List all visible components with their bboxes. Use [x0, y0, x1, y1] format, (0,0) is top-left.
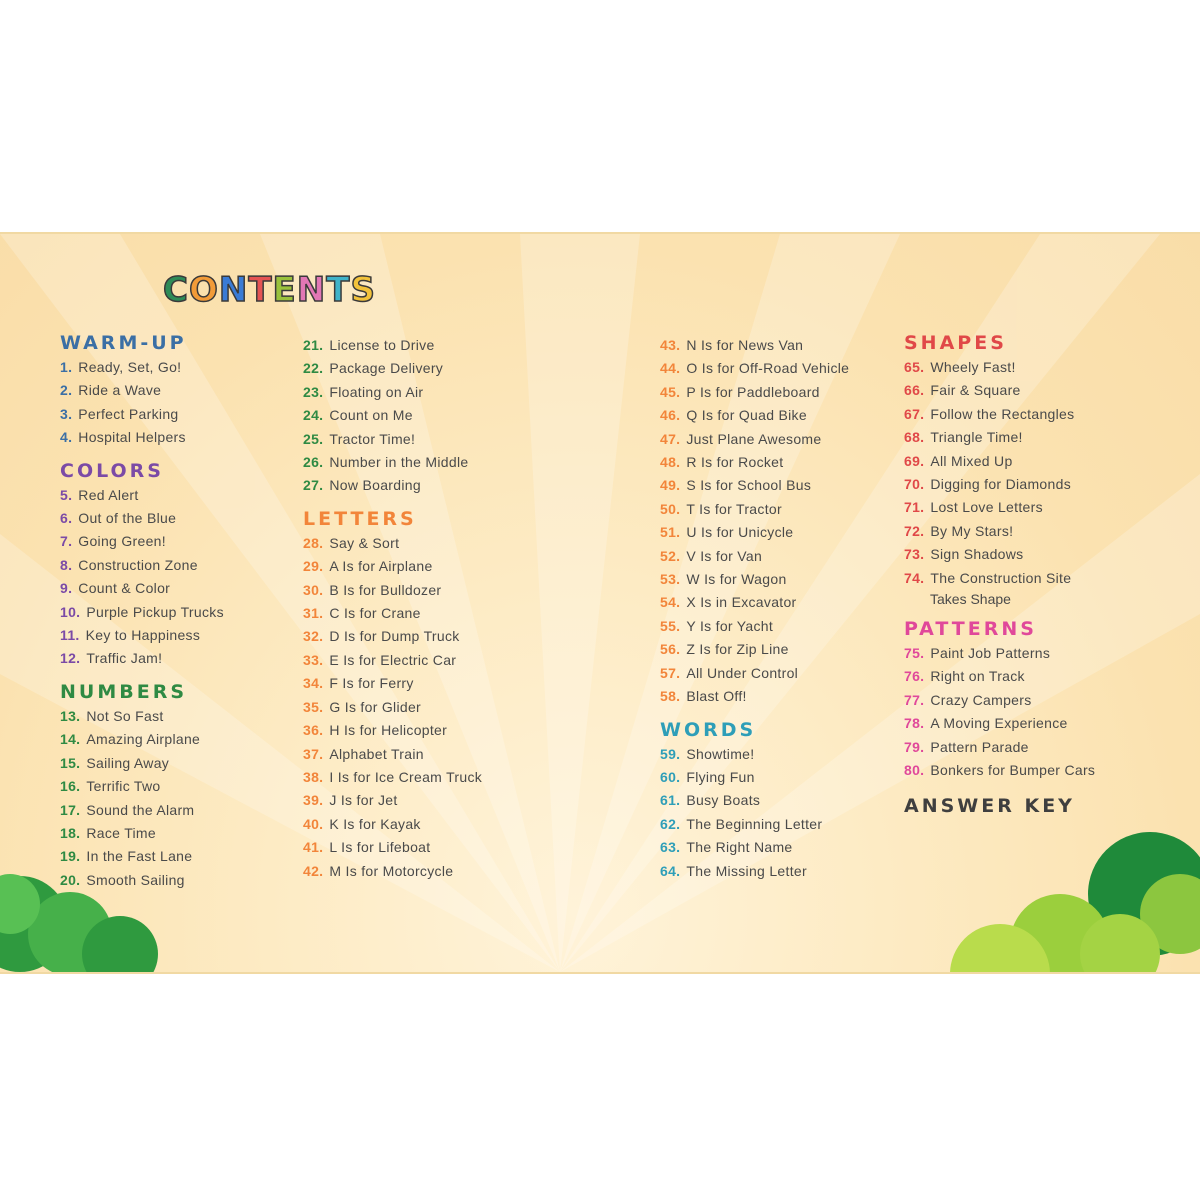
- toc-entry[interactable]: [904, 450, 1095, 473]
- entry-number: 5.: [60, 486, 73, 503]
- entry-title: Hospital Helpers: [78, 429, 186, 446]
- entry-number: 79.: [904, 738, 925, 755]
- toc-entry[interactable]: [660, 545, 849, 568]
- toc-entry[interactable]: [904, 665, 1095, 688]
- toc-entry[interactable]: [303, 696, 482, 719]
- entry-title: All Mixed Up: [930, 452, 1013, 469]
- entry-title: V Is for Van: [686, 547, 763, 564]
- toc-entry[interactable]: [303, 719, 482, 742]
- toc-entry[interactable]: [60, 728, 224, 751]
- section-letters: [303, 506, 482, 883]
- entry-title: Lost Love Letters: [930, 499, 1043, 516]
- toc-entry[interactable]: [303, 649, 482, 672]
- entry-title: In the Fast Lane: [86, 848, 193, 865]
- toc-entry[interactable]: [660, 789, 849, 812]
- entry-title: X Is in Excavator: [686, 594, 797, 611]
- entry-number: 69.: [904, 452, 925, 469]
- entry-title: Floating on Air: [329, 383, 424, 400]
- toc-entry[interactable]: [60, 426, 224, 449]
- toc-entry[interactable]: [660, 521, 849, 544]
- entry-number: 25.: [303, 430, 324, 447]
- toc-entry[interactable]: [660, 685, 849, 708]
- toc-entry[interactable]: [904, 426, 1095, 449]
- toc-entry[interactable]: [303, 334, 482, 357]
- entry-title: Bonkers for Bumper Cars: [930, 762, 1096, 779]
- entry-number: 63.: [660, 839, 681, 856]
- entry-number: 23.: [303, 383, 324, 400]
- entry-title: Busy Boats: [686, 792, 761, 809]
- entry-number: 30.: [303, 581, 324, 598]
- entry-number: 53.: [660, 571, 681, 588]
- entry-title: Amazing Airplane: [86, 731, 201, 748]
- entry-title: Tractor Time!: [329, 430, 416, 447]
- entry-title: Out of the Blue: [78, 510, 177, 527]
- entry-title: I Is for Ice Cream Truck: [329, 768, 483, 785]
- toc-entry[interactable]: [60, 577, 224, 600]
- toc-entry[interactable]: [303, 428, 482, 451]
- toc-entry[interactable]: [60, 752, 224, 775]
- entry-number: 12.: [60, 650, 81, 667]
- entry-title: O Is for Off-Road Vehicle: [686, 360, 850, 377]
- entry-title: W Is for Wagon: [686, 571, 787, 588]
- title-letter: O: [188, 270, 219, 310]
- section-words: [660, 717, 849, 883]
- entry-title: P Is for Paddleboard: [686, 383, 820, 400]
- toc-entry[interactable]: [660, 404, 849, 427]
- entry-number: 76.: [904, 668, 925, 685]
- entry-title: F Is for Ferry: [329, 675, 414, 692]
- entry-title: Blast Off!: [686, 688, 747, 705]
- entry-number: 41.: [303, 839, 324, 856]
- section-heading: WORDS: [660, 718, 757, 741]
- entry-title: Say & Sort: [329, 534, 400, 551]
- entry-title: G Is for Glider: [329, 698, 422, 715]
- toc-entry[interactable]: [303, 813, 482, 836]
- entry-title: H Is for Helicopter: [329, 722, 448, 739]
- entry-title: Sound the Alarm: [86, 801, 195, 818]
- page-title: [163, 270, 376, 310]
- entry-title: Traffic Jam!: [86, 650, 163, 667]
- toc-entry[interactable]: [660, 615, 849, 638]
- entry-number: 56.: [660, 641, 681, 658]
- title-letter: T: [326, 270, 351, 310]
- toc-entry[interactable]: [60, 799, 224, 822]
- entry-title: Going Green!: [78, 533, 166, 550]
- entry-title: A Moving Experience: [930, 715, 1068, 732]
- title-letter: N: [218, 270, 249, 310]
- section-shapes: [904, 330, 1095, 608]
- toc-entry[interactable]: [660, 766, 849, 789]
- entry-number: 13.: [60, 707, 81, 724]
- entry-title: Not So Fast: [86, 707, 164, 724]
- entry-number: 49.: [660, 477, 681, 494]
- toc-entry[interactable]: [660, 357, 849, 380]
- entry-title: All Under Control: [686, 664, 799, 681]
- toc-entry[interactable]: [303, 579, 482, 602]
- toc-entry[interactable]: [660, 662, 849, 685]
- title-letter: S: [350, 270, 376, 310]
- entry-title: A Is for Airplane: [329, 558, 433, 575]
- entry-number: 47.: [660, 430, 681, 447]
- toc-entry[interactable]: [904, 759, 1095, 782]
- toc-entry[interactable]: [60, 379, 224, 402]
- toc-entry[interactable]: [303, 404, 482, 427]
- entry-title: Ready, Set, Go!: [78, 359, 182, 375]
- entry-number: 43.: [660, 337, 681, 353]
- toc-entry[interactable]: [660, 334, 849, 357]
- entry-number: 14.: [60, 731, 81, 748]
- entry-title: Q Is for Quad Bike: [686, 407, 807, 424]
- entry-number: 29.: [303, 558, 324, 575]
- entry-title: L Is for Lifeboat: [329, 839, 431, 856]
- section-numbers-cont: [303, 334, 482, 498]
- entry-title: Just Plane Awesome: [686, 430, 822, 447]
- entry-title: Now Boarding: [329, 477, 421, 494]
- entry-title: Ride a Wave: [78, 382, 162, 399]
- entry-number: 45.: [660, 383, 681, 400]
- toc-entry[interactable]: [904, 736, 1095, 759]
- entry-number: 2.: [60, 382, 73, 399]
- entry-number: 36.: [303, 722, 324, 739]
- toc-entry[interactable]: [303, 766, 482, 789]
- entry-number: 31.: [303, 605, 324, 622]
- toc-entry[interactable]: [303, 860, 482, 883]
- entry-number: 78.: [904, 715, 925, 732]
- entry-title: Construction Zone: [78, 556, 198, 573]
- entry-title: Wheely Fast!: [930, 359, 1016, 375]
- entry-title: D Is for Dump Truck: [329, 628, 460, 645]
- toc-entry[interactable]: [303, 532, 482, 555]
- entry-title: J Is for Jet: [329, 792, 398, 809]
- entry-title: M Is for Motorcycle: [329, 862, 454, 879]
- title-letter: C: [163, 270, 189, 310]
- toc-entry[interactable]: [660, 860, 849, 883]
- entry-number: 37.: [303, 745, 324, 762]
- entry-number: 27.: [303, 477, 324, 494]
- entry-number: 58.: [660, 688, 681, 705]
- entry-number: 32.: [303, 628, 324, 645]
- toc-entry[interactable]: [660, 813, 849, 836]
- toc-entry[interactable]: [904, 403, 1095, 426]
- entry-number: 40.: [303, 815, 324, 832]
- toc-entry[interactable]: [904, 567, 1095, 590]
- entry-number: 70.: [904, 476, 925, 493]
- toc-entry[interactable]: [303, 555, 482, 578]
- section-colors: [60, 458, 224, 671]
- toc-entry[interactable]: [660, 568, 849, 591]
- toc-entry[interactable]: [303, 625, 482, 648]
- entry-title: Alphabet Train: [329, 745, 424, 762]
- toc-entry[interactable]: [303, 381, 482, 404]
- entry-number: 34.: [303, 675, 324, 692]
- section-heading: WARM-UP: [60, 332, 187, 354]
- toc-entry[interactable]: [60, 356, 224, 379]
- entry-title: Package Delivery: [329, 360, 444, 377]
- toc-entry[interactable]: [303, 357, 482, 380]
- entry-title: The Construction Site: [930, 569, 1072, 586]
- entry-title: Paint Job Patterns: [930, 645, 1051, 662]
- toc-entry[interactable]: [660, 451, 849, 474]
- entry-title: The Beginning Letter: [686, 815, 823, 832]
- entry-number: 73.: [904, 546, 925, 563]
- entry-number: 11.: [60, 627, 80, 644]
- green-bush-right-decoration: [940, 824, 1200, 972]
- entry-number: 59.: [660, 745, 681, 762]
- entry-title: Smooth Sailing: [86, 871, 185, 888]
- entry-title: Perfect Parking: [78, 405, 179, 422]
- column-4: [904, 330, 1095, 817]
- entry-number: 22.: [303, 360, 324, 377]
- entry-number: 33.: [303, 651, 324, 668]
- entry-title: Pattern Parade: [930, 738, 1029, 755]
- entry-title: Digging for Diamonds: [930, 476, 1071, 493]
- toc-entry[interactable]: [904, 642, 1095, 665]
- entry-number: 46.: [660, 407, 681, 424]
- toc-entry[interactable]: [60, 403, 224, 426]
- entry-title: B Is for Bulldozer: [329, 581, 442, 598]
- toc-entry[interactable]: [660, 638, 849, 661]
- entry-title: The Right Name: [686, 839, 793, 856]
- toc-entry[interactable]: [303, 474, 482, 497]
- entry-title: Purple Pickup Trucks: [86, 603, 224, 620]
- entry-title: Fair & Square: [930, 382, 1021, 399]
- entry-number: 8.: [60, 556, 73, 573]
- entry-number: 6.: [60, 510, 73, 527]
- toc-entry[interactable]: [904, 379, 1095, 402]
- toc-entry[interactable]: [904, 689, 1095, 712]
- toc-entry[interactable]: [660, 836, 849, 859]
- entry-title: Flying Fun: [686, 768, 755, 785]
- toc-entry[interactable]: [303, 672, 482, 695]
- title-letter: E: [272, 270, 297, 310]
- entry-number: 15.: [60, 754, 81, 771]
- toc-entry[interactable]: [660, 474, 849, 497]
- entry-number: 54.: [660, 594, 681, 611]
- entry-title: Right on Track: [930, 668, 1025, 685]
- entry-title: C Is for Crane: [329, 605, 421, 622]
- entry-title: U Is for Unicycle: [686, 524, 794, 541]
- toc-entry[interactable]: [303, 743, 482, 766]
- section-heading: COLORS: [60, 459, 164, 482]
- entry-title: Crazy Campers: [930, 691, 1032, 708]
- entry-number: 51.: [660, 524, 681, 541]
- entry-title: Y Is for Yacht: [686, 617, 774, 634]
- contents-page: [0, 232, 1200, 974]
- toc-entry[interactable]: [660, 428, 849, 451]
- toc-entry[interactable]: [60, 507, 224, 530]
- entry-number: 10.: [60, 603, 81, 620]
- entry-title: Terrific Two: [86, 778, 161, 795]
- entry-title: Count & Color: [78, 580, 171, 597]
- entry-title: S Is for School Bus: [686, 477, 812, 494]
- toc-entry[interactable]: [303, 602, 482, 625]
- entry-title: Triangle Time!: [930, 429, 1023, 446]
- answer-key-heading[interactable]: ANSWER KEY: [904, 794, 1075, 817]
- entry-title: Z Is for Zip Line: [686, 641, 789, 658]
- toc-entry[interactable]: [660, 743, 849, 766]
- entry-number: 68.: [904, 429, 925, 446]
- entry-number: 19.: [60, 848, 81, 865]
- entry-number: 24.: [303, 407, 324, 424]
- entry-number: 4.: [60, 429, 73, 446]
- entry-number: 39.: [303, 792, 324, 809]
- column-1: [60, 330, 224, 900]
- toc-entry[interactable]: [303, 789, 482, 812]
- toc-entry[interactable]: [60, 554, 224, 577]
- entry-number: 48.: [660, 454, 681, 471]
- column-2: [303, 334, 482, 891]
- entry-number: 21.: [303, 337, 324, 353]
- entry-title: E Is for Electric Car: [329, 651, 457, 668]
- entry-number: 17.: [60, 801, 81, 818]
- section-heading: LETTERS: [303, 507, 417, 530]
- entry-number: 80.: [904, 762, 925, 779]
- entry-title: The Missing Letter: [686, 862, 807, 879]
- entry-number: 1.: [60, 359, 73, 375]
- section-warmup: [60, 330, 224, 450]
- entry-title: T Is for Tractor: [686, 500, 782, 517]
- section-heading: PATTERNS: [904, 618, 1037, 641]
- entry-number: 61.: [660, 792, 681, 809]
- entry-title: By My Stars!: [930, 522, 1014, 539]
- entry-number: 72.: [904, 522, 925, 539]
- entry-title: Sailing Away: [86, 754, 170, 771]
- entry-title: Key to Happiness: [85, 627, 201, 644]
- entry-number: 3.: [60, 405, 73, 422]
- toc-entry[interactable]: [904, 520, 1095, 543]
- entry-title-continued: Takes Shape: [930, 591, 1011, 608]
- entry-title: N Is for News Van: [686, 337, 804, 353]
- toc-entry[interactable]: [660, 381, 849, 404]
- entry-title: Follow the Rectangles: [930, 405, 1075, 422]
- green-bush-left-decoration: [0, 854, 180, 972]
- entry-number: 52.: [660, 547, 681, 564]
- entry-title: Race Time: [86, 824, 156, 841]
- entry-number: 50.: [660, 500, 681, 517]
- toc-entry[interactable]: [60, 530, 224, 553]
- title-letter: N: [296, 270, 327, 310]
- entry-number: 75.: [904, 645, 925, 662]
- entry-title: License to Drive: [329, 337, 435, 353]
- entry-number: 20.: [60, 871, 81, 888]
- toc-entry[interactable]: [660, 591, 849, 614]
- entry-number: 18.: [60, 824, 81, 841]
- section-letters-cont: [660, 334, 849, 709]
- entry-number: 42.: [303, 862, 324, 879]
- section-patterns: [904, 616, 1095, 782]
- column-3: [660, 334, 849, 891]
- toc-entry[interactable]: [60, 601, 224, 624]
- toc-entry[interactable]: [904, 543, 1095, 566]
- entry-number: 26.: [303, 454, 324, 471]
- entry-number: 9.: [60, 580, 73, 597]
- entry-number: 60.: [660, 768, 681, 785]
- toc-entry[interactable]: [60, 624, 224, 647]
- toc-entry[interactable]: [60, 484, 224, 507]
- entry-number: 44.: [660, 360, 681, 377]
- entry-number: 35.: [303, 698, 324, 715]
- entry-number: 16.: [60, 778, 81, 795]
- entry-number: 38.: [303, 768, 324, 785]
- entry-title: Count on Me: [329, 407, 413, 424]
- entry-title: Showtime!: [686, 745, 755, 762]
- entry-number: 77.: [904, 691, 925, 708]
- section-heading: NUMBERS: [60, 680, 188, 703]
- section-heading: SHAPES: [904, 332, 1007, 354]
- entry-number: 64.: [660, 862, 681, 879]
- entry-title: Sign Shadows: [930, 546, 1024, 563]
- toc-entry[interactable]: [904, 356, 1095, 379]
- toc-entry[interactable]: [303, 836, 482, 859]
- entry-title: Red Alert: [78, 486, 139, 503]
- toc-entry[interactable]: [660, 498, 849, 521]
- toc-entry[interactable]: [60, 775, 224, 798]
- toc-entry[interactable]: [303, 451, 482, 474]
- entry-title: R Is for Rocket: [686, 454, 784, 471]
- toc-entry[interactable]: [904, 712, 1095, 735]
- entry-number: 66.: [904, 382, 925, 399]
- title-letter: T: [248, 270, 273, 310]
- toc-entry[interactable]: [904, 473, 1095, 496]
- entry-number: 67.: [904, 405, 925, 422]
- toc-entry[interactable]: [60, 647, 224, 670]
- entry-number: 7.: [60, 533, 73, 550]
- entry-number: 62.: [660, 815, 681, 832]
- toc-entry[interactable]: [60, 822, 224, 845]
- entry-title: Number in the Middle: [329, 454, 469, 471]
- entry-number: 71.: [904, 499, 925, 516]
- toc-entry[interactable]: [60, 705, 224, 728]
- entry-number: 28.: [303, 534, 324, 551]
- entry-number: 57.: [660, 664, 681, 681]
- entry-number: 74.: [904, 569, 925, 586]
- entry-number: 55.: [660, 617, 681, 634]
- entry-number: 65.: [904, 359, 925, 375]
- entry-title: K Is for Kayak: [329, 815, 421, 832]
- toc-entry[interactable]: [904, 496, 1095, 519]
